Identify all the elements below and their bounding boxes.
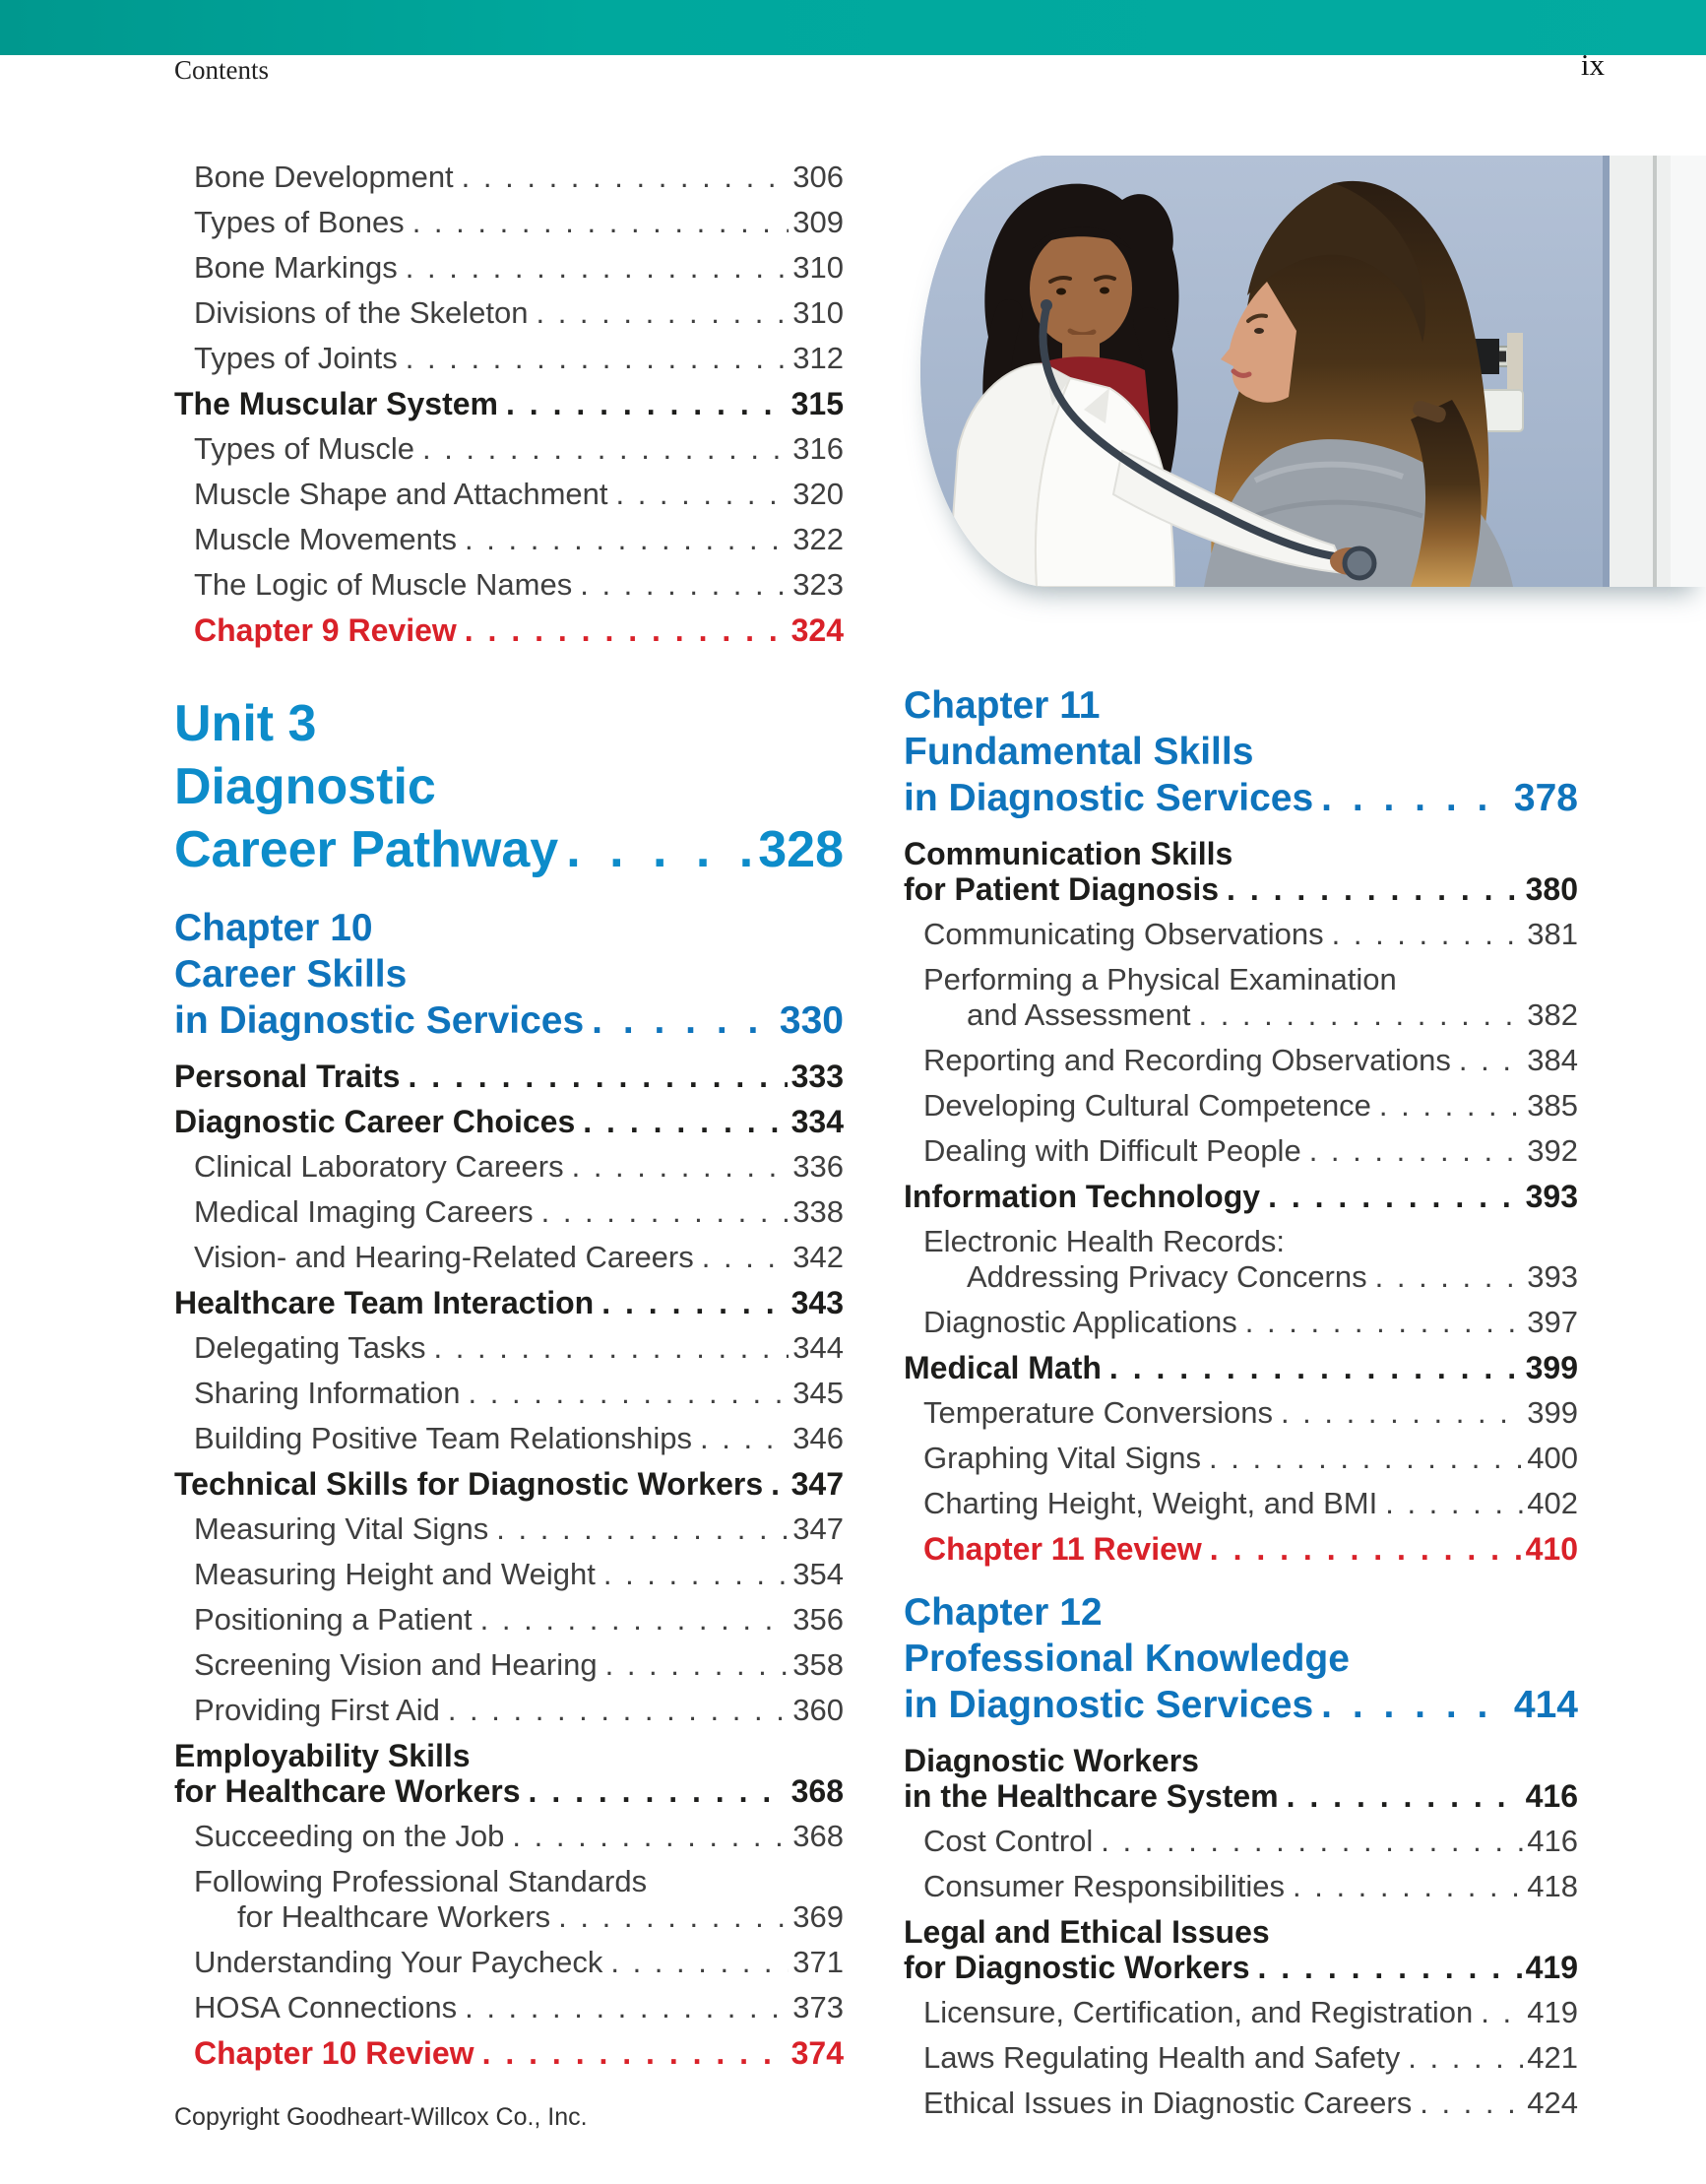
dot-leader bbox=[1287, 1779, 1522, 1813]
dot-leader bbox=[412, 206, 790, 239]
topic-entry bbox=[174, 251, 844, 285]
section-entry bbox=[174, 1286, 844, 1319]
topic-entry bbox=[904, 1487, 1578, 1520]
page-number: 323 bbox=[792, 567, 844, 602]
entry-label: Professional Knowledge bbox=[904, 1638, 1350, 1680]
dot-leader bbox=[592, 997, 776, 1044]
entry-label: Muscle Movements bbox=[194, 522, 458, 556]
entry-label: Medical Imaging Careers bbox=[194, 1194, 534, 1229]
topic-entry bbox=[174, 296, 844, 330]
entry-label: Employability Skills bbox=[174, 1738, 471, 1773]
entry-label: Addressing Privacy Concerns bbox=[967, 1259, 1367, 1294]
dot-leader bbox=[605, 1648, 790, 1682]
page-number: 374 bbox=[790, 2035, 844, 2071]
entry-label: Building Positive Team Relationships bbox=[194, 1421, 693, 1455]
page-number: 306 bbox=[792, 160, 844, 194]
dot-leader bbox=[583, 1105, 787, 1138]
chapter-review-entry bbox=[904, 1532, 1578, 1566]
chapter-heading bbox=[904, 682, 1578, 821]
page-number: 419 bbox=[1527, 1995, 1578, 2029]
dot-leader bbox=[1268, 1180, 1522, 1213]
topic-entry bbox=[904, 1306, 1578, 1339]
dot-leader bbox=[469, 1377, 790, 1410]
section-entry bbox=[904, 837, 1578, 906]
entry-label: The Logic of Muscle Names bbox=[194, 567, 573, 602]
topic-entry bbox=[904, 1396, 1578, 1430]
page-number: 312 bbox=[792, 341, 844, 375]
chapter-review-entry bbox=[174, 613, 844, 647]
page-number: 322 bbox=[792, 522, 844, 556]
dot-leader bbox=[771, 1467, 788, 1501]
topic-entry bbox=[904, 1442, 1578, 1475]
dot-leader bbox=[1459, 1044, 1523, 1077]
page-number: 342 bbox=[792, 1240, 844, 1274]
dot-leader bbox=[434, 1331, 790, 1365]
entry-label: Personal Traits bbox=[174, 1059, 401, 1094]
page-folio: ix bbox=[1580, 47, 1605, 82]
entry-label: Graphing Vital Signs bbox=[923, 1441, 1202, 1475]
dot-leader bbox=[512, 1820, 789, 1853]
page-number: 385 bbox=[1527, 1088, 1578, 1123]
dot-leader bbox=[1209, 1442, 1523, 1475]
dot-leader bbox=[1281, 1396, 1523, 1430]
page-number: 368 bbox=[792, 1819, 844, 1853]
entry-label: in the Healthcare System bbox=[904, 1778, 1279, 1814]
entry-label: Chapter 10 Review bbox=[194, 2035, 474, 2071]
page-number: 424 bbox=[1527, 2086, 1578, 2120]
page-number: 416 bbox=[1527, 1824, 1578, 1858]
dot-leader bbox=[1227, 872, 1522, 906]
section-entry bbox=[904, 1744, 1578, 1813]
entry-label: Chapter 12 bbox=[904, 1591, 1103, 1634]
entry-label: Clinical Laboratory Careers bbox=[194, 1149, 564, 1184]
section-entry bbox=[904, 1351, 1578, 1384]
chapter-heading bbox=[174, 905, 844, 1044]
entry-label: Unit 3 bbox=[174, 695, 317, 752]
page-number: 381 bbox=[1527, 917, 1578, 951]
dot-leader bbox=[702, 1241, 790, 1274]
topic-entry bbox=[174, 1422, 844, 1455]
entry-label: Communicating Observations bbox=[923, 917, 1324, 951]
page-number: 338 bbox=[792, 1194, 844, 1229]
entry-label: Reporting and Recording Observations bbox=[923, 1043, 1451, 1077]
entry-label: and Assessment bbox=[967, 997, 1191, 1032]
entry-label: Following Professional Standards bbox=[194, 1864, 648, 1898]
topic-entry bbox=[904, 1825, 1578, 1858]
dot-leader bbox=[1321, 775, 1510, 821]
dot-leader bbox=[408, 1060, 787, 1093]
entry-label: The Muscular System bbox=[174, 386, 498, 421]
page-number: 384 bbox=[1527, 1043, 1578, 1077]
entry-label: Measuring Vital Signs bbox=[194, 1511, 489, 1546]
entry-label: Information Technology bbox=[904, 1179, 1261, 1214]
topic-entry bbox=[174, 1331, 844, 1365]
entry-label: Performing a Physical Examination bbox=[923, 962, 1397, 996]
entry-label: Types of Bones bbox=[194, 205, 405, 239]
dot-leader bbox=[700, 1422, 789, 1455]
page-number: 333 bbox=[790, 1059, 844, 1094]
section-entry bbox=[174, 1060, 844, 1093]
topic-entry bbox=[174, 1150, 844, 1184]
section-entry bbox=[904, 1180, 1578, 1213]
dot-leader bbox=[558, 1900, 789, 1934]
section-entry bbox=[904, 1915, 1578, 1984]
section-entry bbox=[174, 1105, 844, 1138]
entry-label: Chapter 11 Review bbox=[923, 1531, 1202, 1567]
entry-label: Measuring Height and Weight bbox=[194, 1557, 596, 1591]
page-header-bar bbox=[0, 0, 1706, 55]
dot-leader bbox=[465, 1991, 789, 2024]
dot-leader bbox=[1332, 918, 1524, 951]
topic-entry bbox=[904, 963, 1578, 1032]
entry-label: Electronic Health Records: bbox=[923, 1224, 1285, 1258]
dot-leader bbox=[601, 1286, 787, 1319]
page-number: 358 bbox=[792, 1647, 844, 1682]
dot-leader bbox=[482, 2036, 788, 2070]
topic-entry bbox=[174, 1946, 844, 1979]
page-number: 382 bbox=[1527, 997, 1578, 1032]
topic-entry bbox=[174, 342, 844, 375]
entry-label: Types of Joints bbox=[194, 341, 398, 375]
page-number: 316 bbox=[792, 431, 844, 466]
page-number: 371 bbox=[792, 1945, 844, 1979]
toc-column-right bbox=[904, 682, 1578, 2132]
dot-leader bbox=[465, 613, 788, 647]
page-number: 373 bbox=[792, 1990, 844, 2024]
page-number: 378 bbox=[1513, 777, 1578, 819]
page-number: 399 bbox=[1527, 1395, 1578, 1430]
section-entry bbox=[174, 387, 844, 420]
entry-label: Career Pathway bbox=[174, 821, 559, 878]
entry-label: Vision- and Hearing-Related Careers bbox=[194, 1240, 694, 1274]
entry-label: Charting Height, Weight, and BMI bbox=[923, 1486, 1378, 1520]
page-number: 309 bbox=[792, 205, 844, 239]
entry-label: Positioning a Patient bbox=[194, 1602, 473, 1637]
page-number: 310 bbox=[792, 250, 844, 285]
page-number: 310 bbox=[792, 295, 844, 330]
topic-entry bbox=[174, 1865, 844, 1934]
entry-label: in Diagnostic Services bbox=[174, 999, 585, 1042]
dot-leader bbox=[536, 296, 789, 330]
topic-entry bbox=[174, 1195, 844, 1229]
entry-label: Diagnostic bbox=[174, 758, 436, 815]
page-number: 400 bbox=[1527, 1441, 1578, 1475]
chapter-review-entry bbox=[174, 2036, 844, 2070]
entry-label: in Diagnostic Services bbox=[904, 777, 1314, 819]
dot-leader bbox=[615, 478, 789, 511]
entry-label: Providing First Aid bbox=[194, 1693, 440, 1727]
page-number: 418 bbox=[1527, 1869, 1578, 1903]
page-number: 369 bbox=[792, 1899, 844, 1934]
topic-entry bbox=[904, 1225, 1578, 1294]
entry-label: Types of Muscle bbox=[194, 431, 414, 466]
dot-leader bbox=[529, 1774, 788, 1808]
page-number: 402 bbox=[1527, 1486, 1578, 1520]
dot-leader bbox=[1293, 1870, 1523, 1903]
copyright-line: Copyright Goodheart-Willcox Co., Inc. bbox=[174, 2103, 588, 2131]
topic-entry bbox=[174, 523, 844, 556]
entry-label: Muscle Shape and Attachment bbox=[194, 477, 608, 511]
page-number: 414 bbox=[1513, 1684, 1578, 1726]
page-number: 392 bbox=[1527, 1133, 1578, 1168]
topic-entry bbox=[174, 1648, 844, 1682]
entry-label: for Healthcare Workers bbox=[174, 1773, 521, 1809]
clinic-photo-illustration bbox=[920, 156, 1706, 587]
chapter-heading bbox=[904, 1589, 1578, 1728]
topic-entry bbox=[174, 1694, 844, 1727]
topic-entry bbox=[904, 1089, 1578, 1123]
dot-leader bbox=[1481, 1996, 1523, 2029]
page-number: 330 bbox=[779, 999, 844, 1042]
dot-leader bbox=[1375, 1260, 1524, 1294]
topic-entry bbox=[174, 1512, 844, 1546]
entry-label: Consumer Responsibilities bbox=[923, 1869, 1285, 1903]
topic-entry bbox=[904, 2041, 1578, 2075]
contents-running-head: Contents bbox=[174, 55, 270, 85]
entry-label: for Healthcare Workers bbox=[237, 1899, 551, 1934]
page-number: 324 bbox=[790, 612, 844, 648]
entry-label: Sharing Information bbox=[194, 1376, 461, 1410]
entry-label: Diagnostic Workers bbox=[904, 1743, 1199, 1778]
door-frame bbox=[1603, 156, 1706, 587]
entry-label: Laws Regulating Health and Safety bbox=[923, 2040, 1401, 2075]
entry-label: Succeeding on the Job bbox=[194, 1819, 505, 1853]
entry-label: Legal and Ethical Issues bbox=[904, 1914, 1270, 1950]
topic-entry bbox=[904, 918, 1578, 951]
entry-label: Licensure, Certification, and Registration bbox=[923, 1995, 1474, 2029]
entry-label: Diagnostic Applications bbox=[923, 1305, 1237, 1339]
page-number: 360 bbox=[792, 1693, 844, 1727]
dot-leader bbox=[480, 1603, 790, 1637]
dot-leader bbox=[406, 342, 789, 375]
dot-leader bbox=[422, 432, 789, 466]
topic-entry bbox=[174, 1603, 844, 1637]
dot-leader bbox=[496, 1512, 789, 1546]
page-number: 334 bbox=[790, 1104, 844, 1139]
page-number: 368 bbox=[790, 1773, 844, 1809]
topic-entry bbox=[174, 568, 844, 602]
dot-leader bbox=[1408, 2041, 1523, 2075]
entry-label: Developing Cultural Competence bbox=[923, 1088, 1371, 1123]
clinic-photo bbox=[920, 156, 1706, 587]
dot-leader bbox=[1198, 998, 1523, 1032]
entry-label: Communication Skills bbox=[904, 836, 1233, 871]
page-number: 345 bbox=[792, 1376, 844, 1410]
dot-leader bbox=[541, 1195, 790, 1229]
entry-label: Divisions of the Skeleton bbox=[194, 295, 529, 330]
entry-label: Delegating Tasks bbox=[194, 1330, 426, 1365]
page-number: 399 bbox=[1525, 1350, 1578, 1385]
dot-leader bbox=[406, 251, 789, 285]
dot-leader bbox=[465, 523, 789, 556]
page-number: 393 bbox=[1527, 1259, 1578, 1294]
entry-label: for Patient Diagnosis bbox=[904, 871, 1220, 907]
section-entry bbox=[174, 1467, 844, 1501]
topic-entry bbox=[904, 1134, 1578, 1168]
entry-label: Medical Math bbox=[904, 1350, 1102, 1385]
entry-label: Chapter 9 Review bbox=[194, 612, 457, 648]
topic-entry bbox=[174, 478, 844, 511]
entry-label: Dealing with Difficult People bbox=[923, 1133, 1301, 1168]
entry-label: HOSA Connections bbox=[194, 1990, 458, 2024]
page-number: 344 bbox=[792, 1330, 844, 1365]
topic-entry bbox=[904, 2087, 1578, 2120]
toc-column-left bbox=[174, 161, 844, 2082]
entry-label: Career Skills bbox=[174, 953, 408, 996]
entry-label: Understanding Your Paycheck bbox=[194, 1945, 603, 1979]
dot-leader bbox=[1109, 1351, 1522, 1384]
topic-entry bbox=[174, 1820, 844, 1853]
entry-label: Healthcare Team Interaction bbox=[174, 1285, 595, 1320]
dot-leader bbox=[506, 387, 788, 420]
entry-label: Chapter 11 bbox=[904, 684, 1101, 727]
section-entry bbox=[174, 1739, 844, 1808]
entry-label: Bone Development bbox=[194, 160, 454, 194]
entry-label: Bone Markings bbox=[194, 250, 398, 285]
page-number: 356 bbox=[792, 1602, 844, 1637]
topic-entry bbox=[174, 432, 844, 466]
page-number: 416 bbox=[1525, 1778, 1578, 1814]
dot-leader bbox=[1101, 1825, 1523, 1858]
page-number: 354 bbox=[792, 1557, 844, 1591]
entry-label: Temperature Conversions bbox=[923, 1395, 1273, 1430]
page-number: 328 bbox=[758, 821, 844, 878]
dot-leader bbox=[603, 1558, 789, 1591]
topic-entry bbox=[904, 1044, 1578, 1077]
entry-label: Cost Control bbox=[923, 1824, 1094, 1858]
page-number: 380 bbox=[1525, 871, 1578, 907]
topic-entry bbox=[174, 1558, 844, 1591]
dot-leader bbox=[448, 1694, 789, 1727]
page-number: 347 bbox=[790, 1466, 844, 1502]
page-number: 397 bbox=[1527, 1305, 1578, 1339]
dot-leader bbox=[580, 568, 789, 602]
topic-entry bbox=[904, 1996, 1578, 2029]
entry-label: in Diagnostic Services bbox=[904, 1684, 1314, 1726]
page-number: 393 bbox=[1525, 1179, 1578, 1214]
entry-label: Diagnostic Career Choices bbox=[174, 1104, 576, 1139]
entry-label: Screening Vision and Hearing bbox=[194, 1647, 598, 1682]
page-number: 347 bbox=[792, 1511, 844, 1546]
dot-leader bbox=[1420, 2087, 1523, 2120]
topic-entry bbox=[174, 1991, 844, 2024]
unit-heading bbox=[174, 692, 844, 881]
dot-leader bbox=[1210, 1532, 1522, 1566]
dot-leader bbox=[572, 1150, 790, 1184]
topic-entry bbox=[174, 161, 844, 194]
page-number: 315 bbox=[790, 386, 844, 421]
topic-entry bbox=[904, 1870, 1578, 1903]
page-number: 421 bbox=[1527, 2040, 1578, 2075]
topic-entry bbox=[174, 1377, 844, 1410]
dot-leader bbox=[1321, 1682, 1510, 1728]
page-number: 336 bbox=[792, 1149, 844, 1184]
topic-entry bbox=[174, 1241, 844, 1274]
page-number: 343 bbox=[790, 1285, 844, 1320]
dot-leader bbox=[610, 1946, 789, 1979]
entry-label: Ethical Issues in Diagnostic Careers bbox=[923, 2086, 1413, 2120]
dot-leader bbox=[566, 818, 754, 881]
page-number: 346 bbox=[792, 1421, 844, 1455]
page-number: 419 bbox=[1525, 1950, 1578, 1985]
topic-entry bbox=[174, 206, 844, 239]
dot-leader bbox=[1245, 1306, 1523, 1339]
dot-leader bbox=[1379, 1089, 1523, 1123]
entry-label: Chapter 10 bbox=[174, 907, 373, 949]
dot-leader bbox=[1309, 1134, 1524, 1168]
entry-label: for Diagnostic Workers bbox=[904, 1950, 1250, 1985]
dot-leader bbox=[462, 161, 790, 194]
dot-leader bbox=[1385, 1487, 1523, 1520]
page-number: 320 bbox=[792, 477, 844, 511]
page-number: 410 bbox=[1525, 1531, 1578, 1567]
entry-label: Fundamental Skills bbox=[904, 731, 1254, 773]
entry-label: Technical Skills for Diagnostic Workers bbox=[174, 1466, 764, 1502]
dot-leader bbox=[1257, 1951, 1521, 1984]
